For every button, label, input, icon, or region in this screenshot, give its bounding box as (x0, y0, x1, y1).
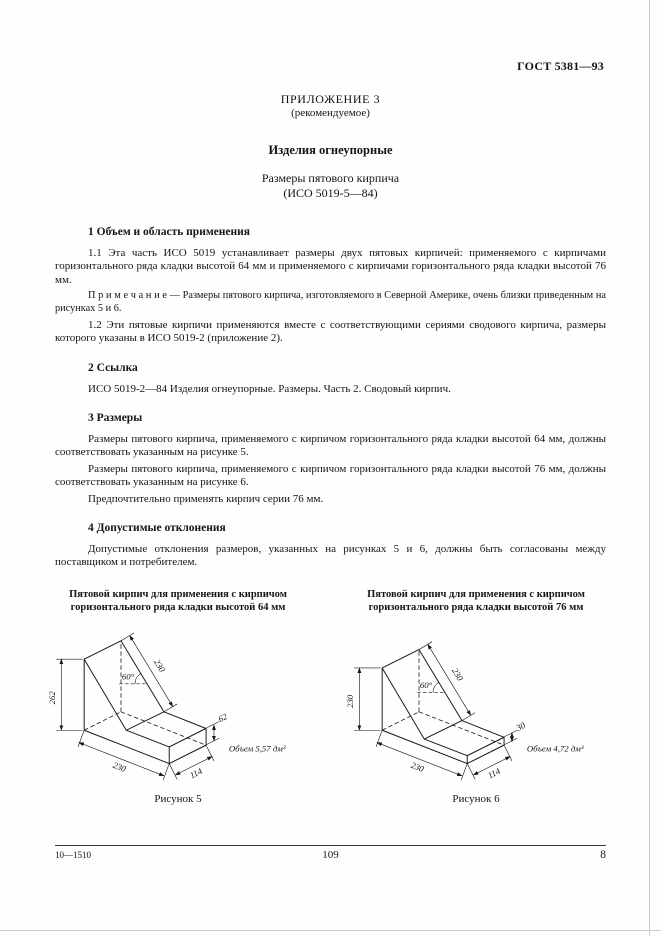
figure5-technical-drawing (42, 618, 314, 789)
figure5-caption: Рисунок 5 (154, 793, 202, 805)
paragraph-note: П р и м е ч а н и е — Размеры пятового кирпича, изготовляемого в Северной Америке, очень близки приведенным на рисунках 5 и 6. (55, 290, 606, 315)
volume-label: Объем 4,72 дм³ (526, 743, 584, 754)
dim-depth-label: 114 (188, 765, 204, 781)
document-subtitle: Размеры пятового кирпича (261, 171, 400, 185)
figures-row (42, 588, 619, 805)
dim-slope (428, 644, 471, 715)
figure-5 (42, 588, 314, 805)
figure5-title (42, 588, 314, 614)
dim-front-label: 62 (216, 711, 229, 725)
dimension-labels (345, 666, 584, 780)
brick-top-edge (424, 721, 462, 739)
dim-height-label: 230 (345, 694, 356, 708)
dim-length-label: 230 (111, 759, 128, 774)
dimension-labels (47, 657, 286, 780)
paragraph-1-1: 1.1 Эта часть ИСО 5019 устанавливает размеры двух пятовых кирпичей: применяемого с кирпичами горизонтального ряда кладки высотой 64 мм и применяемого с кирпичами горизонтального ряда кладки высотой 76 мм. (55, 247, 606, 286)
page-footer (55, 845, 606, 861)
document-iso-reference: (ИСО 5019-5—84) (283, 186, 378, 200)
dim-slope-label: 230 (151, 657, 168, 674)
section-1-heading: 1 Объем и область применения (88, 226, 250, 238)
dim-slope (130, 636, 173, 707)
scan-edge-right (649, 0, 650, 936)
section-4-heading: 4 Допустимые отклонения (88, 522, 226, 535)
ext-front (467, 730, 517, 763)
figure-6 (340, 588, 612, 805)
scan-edge-bottom (0, 930, 661, 931)
page-number-center: 109 (322, 849, 339, 861)
document-content (55, 92, 606, 570)
angle-arc (135, 673, 141, 684)
figure6-technical-drawing (340, 618, 612, 789)
figure5-title-line1: Пятовой кирпич для применения с кирпичом (69, 589, 287, 600)
ext-front (169, 721, 219, 763)
hidden-edge-lines (84, 641, 206, 745)
figure6-title-line1: Пятовой кирпич для применения с кирпичом (367, 589, 585, 600)
dim-angle-label: 60° (121, 671, 135, 682)
figure6-caption: Рисунок 6 (452, 793, 500, 805)
hidden-edge-lines (382, 650, 504, 746)
dim-front-label: 30 (514, 720, 527, 733)
paragraph-1-2: 1.2 Эти пятовые кирпичи применяются вместе с соответствующими сериями сводового кирпича, размеры которого указаны в ИСО 5019-2 (приложение 2). (55, 318, 606, 345)
figure5-title-line2: горизонтального ряда кладки высотой 64 мм (70, 602, 286, 613)
ext-height (354, 668, 380, 730)
section-2-heading: 2 Ссылка (88, 361, 138, 374)
dimension-lines (56, 633, 219, 780)
volume-label: Объем 5,57 дм³ (228, 743, 286, 754)
brick-outline (84, 641, 206, 764)
paragraph-3-2: Размеры пятового кирпича, применяемого с кирпичом горизонтального ряда кладки высотой 76 мм, должны соответствовать указанным на рисунке 6. (55, 462, 606, 489)
section-3-heading: 3 Размеры (88, 412, 143, 425)
brick-top-edge (126, 712, 164, 730)
paragraph-3-3: Предпочтительно применять кирпич серии 76 мм. (88, 492, 324, 505)
appendix-note: (рекомендуемое) (291, 107, 370, 119)
angle-arc (433, 682, 439, 693)
page-number-right: 8 (600, 849, 606, 861)
paragraph-2-1: ИСО 5019-2—84 Изделия огнеупорные. Размеры. Часть 2. Сводовый кирпич. (88, 382, 451, 395)
ext-height (56, 659, 82, 730)
paragraph-4-1: Допустимые отклонения размеров, указанных на рисунках 5 и 6, должны быть согласованы между поставщиком и потребителем. (55, 543, 606, 569)
dim-angle-label: 60° (419, 680, 433, 691)
document-title: Изделия огнеупорные (268, 143, 393, 157)
paragraph-3-1: Размеры пятового кирпича, применяемого с кирпичом горизонтального ряда кладки высотой 64 мм, должны соответствовать указанным на рисунке 5. (55, 433, 606, 459)
figure6-title-line2: горизонтального ряда кладки высотой 76 мм (368, 602, 584, 613)
print-order-number: 10—1510 (55, 850, 91, 860)
brick-back-outline (84, 641, 206, 764)
brick-hidden-edges (84, 641, 206, 745)
dim-height-label: 262 (47, 691, 58, 705)
brick-hidden-edges (382, 650, 504, 746)
dimension-lines (354, 642, 517, 781)
appendix-heading: ПРИЛОЖЕНИЕ 3 (280, 92, 381, 106)
doc-number: ГОСТ 5381—93 (517, 59, 604, 73)
dim-depth-label: 114 (486, 765, 502, 781)
dim-slope-label: 230 (449, 666, 466, 683)
dim-length-label: 230 (409, 759, 426, 774)
figure6-title (340, 588, 612, 614)
